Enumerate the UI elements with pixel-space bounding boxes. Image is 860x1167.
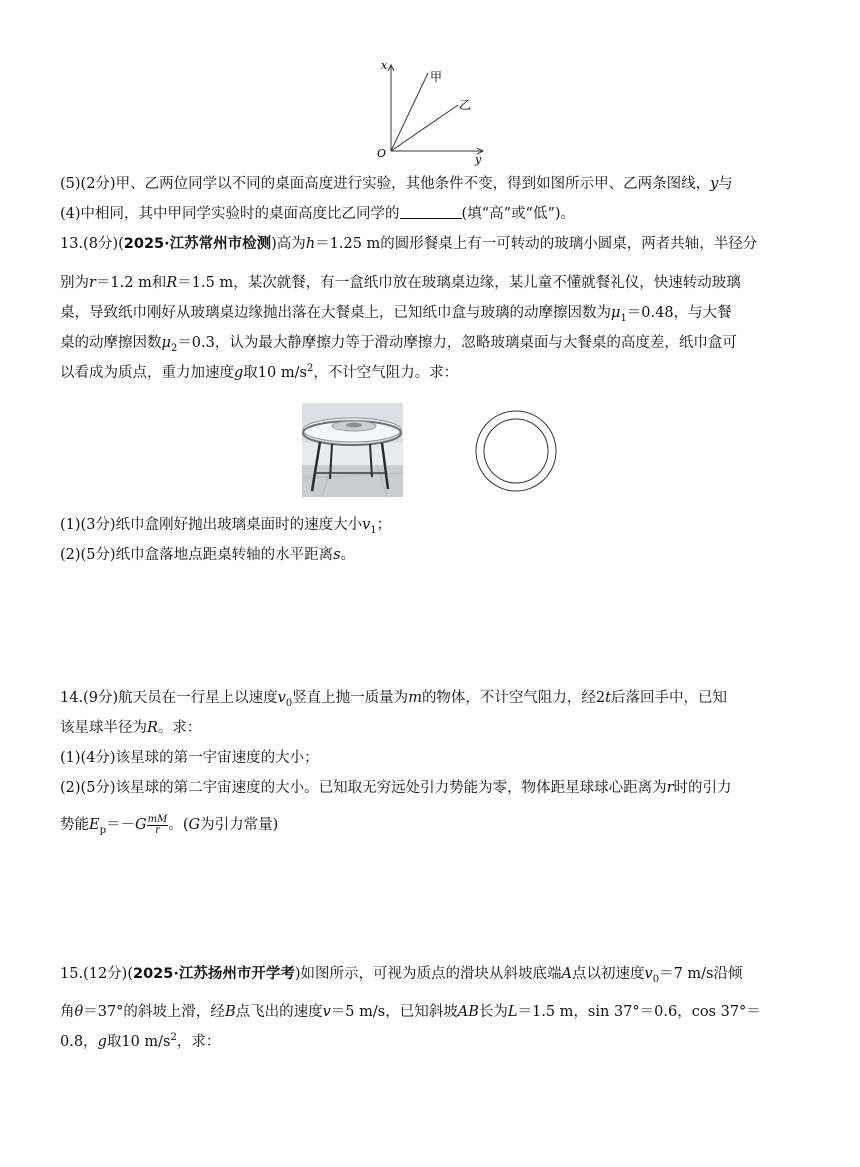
- q13-sub2: (2)(5分)纸巾盒落地点距桌转轴的水平距离s。: [60, 547, 356, 563]
- q13-source: 2025·江苏常州市检测: [123, 236, 272, 252]
- line-jia: [391, 73, 428, 151]
- table-photo: [302, 403, 403, 497]
- q13-line3: 桌，导致纸巾刚好从玻璃桌边缘抛出落在大餐桌上，已知纸巾盒与玻璃的动摩擦因数为$\mu_1=0.48$，与大餐: [60, 305, 732, 324]
- outer-circle: [476, 411, 556, 491]
- q14-line2: 该星球半径为R。求：: [60, 720, 202, 736]
- ring-diagram: [474, 409, 558, 493]
- q15-line1: 15.(12分)(2025·江苏扬州市开学考)如图所示，可视为质点的滑块从斜坡底端A点以初速度$v_0=7$ m/s沿倾: [60, 966, 743, 985]
- graph-jia-yi: [365, 55, 495, 167]
- q13-line2: 别为r＝1.2 m和R＝1.5 m，某次就餐，有一盒纸巾放在玻璃桌边缘，某儿童不懂就餐礼仪，快速转动玻璃: [60, 275, 741, 291]
- q15-source: 2025·江苏扬州市开学考: [132, 966, 295, 982]
- label-yi: 乙: [459, 98, 472, 112]
- x-axis-label: x: [381, 59, 388, 72]
- q12-5-line2: (4)中相同，其中甲同学实验时的桌面高度比乙同学的 (填“高”或“低”)。: [60, 206, 576, 222]
- y-axis-label: y: [475, 153, 482, 166]
- q13-line4: 桌的动摩擦因数$\mu_2=0.3$，认为最大静摩擦力等于滑动摩擦力，忽略玻璃桌面与大餐桌的高度差，纸巾盒可: [60, 335, 737, 354]
- q14-sub2: (2)(5分)该星球的第二宇宙速度的大小。已知取无穷远处引力势能为零，物体距星球球心距离为r时的引力: [60, 780, 732, 796]
- q15-line2: 角θ＝37°的斜坡上滑，经B点飞出的速度v＝5 m/s，已知斜坡AB长为L＝1.5 m，sin 37°＝0.6，cos 37°＝: [60, 1004, 761, 1020]
- q14-line1: 14.(9分)航天员在一行星上以速度$v_0$竖直上抛一质量为m的物体，不计空气阻力，经2t后落回手中，已知: [60, 690, 727, 709]
- fraction-mM-over-r: $\frac{mM}{r}$: [147, 813, 168, 836]
- answer-blank[interactable]: [400, 204, 462, 219]
- line-yi: [391, 105, 458, 151]
- q14-line4: 势能$E_p=-G$ $\frac{mM}{r}$ 。(G为引力常量): [60, 813, 279, 836]
- q13-line5: 以看成为质点，重力加速度g取10 $m/s^2$，不计空气阻力。求：: [60, 363, 459, 381]
- q13-sub1: (1)(3分)纸巾盒刚好抛出玻璃桌面时的速度大小$v_1$；: [60, 517, 392, 536]
- inner-circle: [484, 419, 548, 483]
- q12-5-line1: (5)(2分)甲、乙两位同学以不同的桌面高度进行实验，其他条件不变，得到如图所示甲、乙两条图线，y与: [60, 176, 733, 192]
- q15-line3: 0.8，g取10 $m/s^2$，求：: [60, 1032, 221, 1050]
- origin-label: O: [377, 147, 387, 160]
- label-jia: 甲: [430, 70, 443, 84]
- q14-sub1: (1)(4分)该星球的第一宇宙速度的大小；: [60, 750, 319, 766]
- q13-line1: 13.(8分)(2025·江苏常州市检测)高为h＝1.25 m的圆形餐桌上有一可转动的玻璃小圆桌，两者共轴，半径分: [60, 236, 758, 252]
